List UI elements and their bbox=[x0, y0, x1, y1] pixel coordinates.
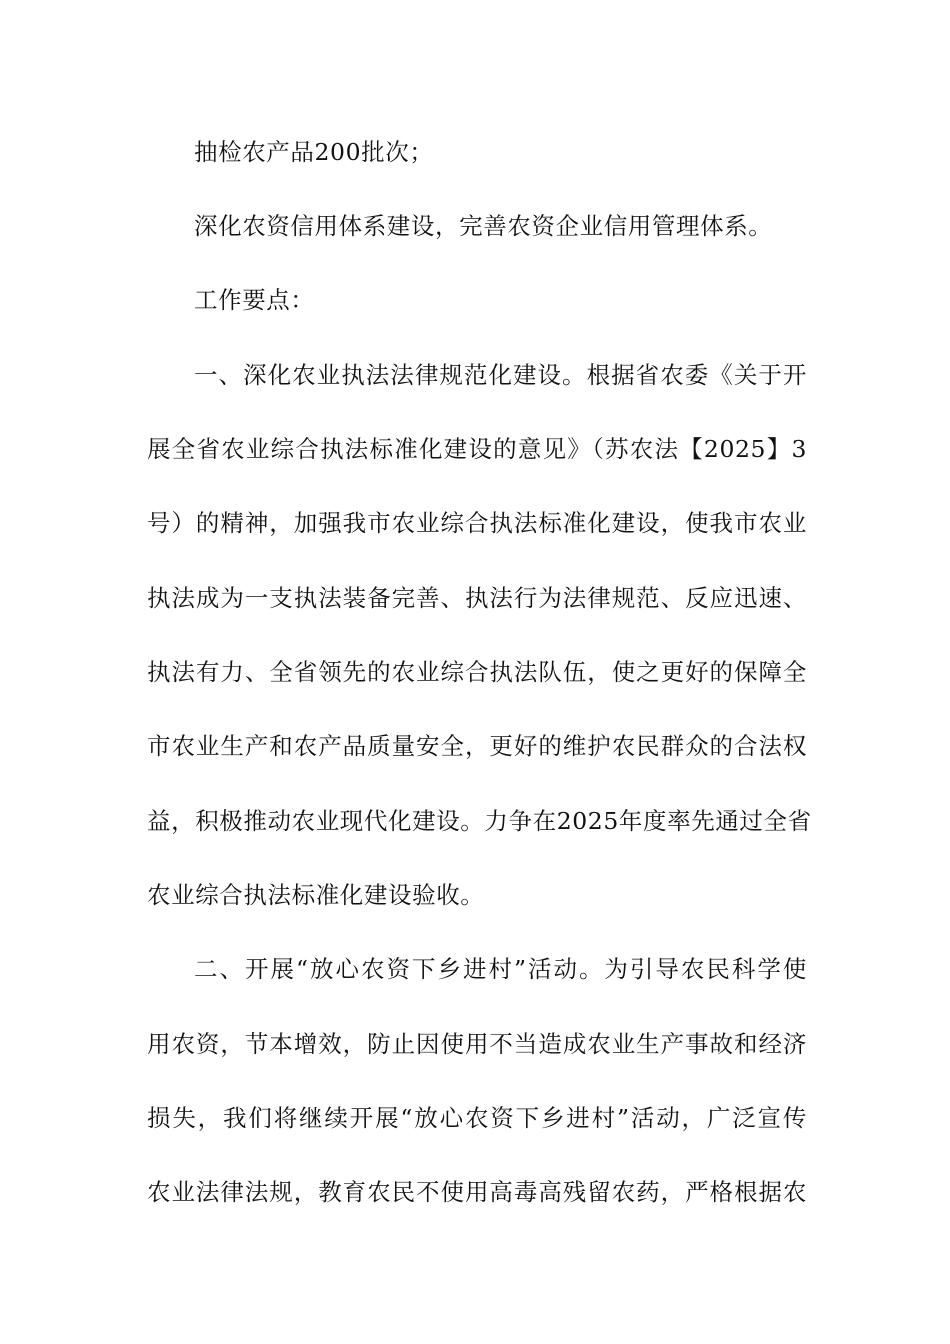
paragraph-line: 市农业生产和农产品质量安全，更好的维护农民群众的合法权 bbox=[147, 732, 807, 760]
paragraph-line: 展全省农业综合执法标准化建设的意见》（苏农法【2025】3 bbox=[147, 435, 807, 463]
paragraph-line: 益，积极推动农业现代化建设。力争在2025年度率先通过全省 bbox=[147, 807, 812, 835]
paragraph-line: 执法成为一支执法装备完善、执法行为法律规范、反应迅速、 bbox=[147, 584, 807, 612]
paragraph-line: 深化农资信用体系建设，完善农资企业信用管理体系。 bbox=[194, 212, 773, 240]
paragraph-line: 抽检农产品200批次； bbox=[194, 138, 434, 166]
paragraph-line: 损失，我们将继续开展“放心农资下乡进村”活动，广泛宣传 bbox=[147, 1104, 807, 1132]
paragraph-line: 农业综合执法标准化建设验收。 bbox=[147, 881, 485, 909]
paragraph-line: 一、深化农业执法法律规范化建设。根据省农委《关于开 bbox=[194, 361, 807, 389]
section-heading: 工作要点： bbox=[194, 286, 315, 314]
paragraph-line: 农业法律法规，教育农民不使用高毒高残留农药，严格根据农 bbox=[147, 1178, 807, 1206]
paragraph-line: 用农资，节本增效，防止因使用不当造成农业生产事故和经济 bbox=[147, 1030, 807, 1058]
paragraph-line: 二、开展“放心农资下乡进村”活动。为引导农民科学使 bbox=[194, 955, 807, 983]
paragraph-line: 号）的精神，加强我市农业综合执法标准化建设，使我市农业 bbox=[147, 509, 807, 537]
paragraph-line: 执法有力、全省领先的农业综合执法队伍，使之更好的保障全 bbox=[147, 658, 807, 686]
